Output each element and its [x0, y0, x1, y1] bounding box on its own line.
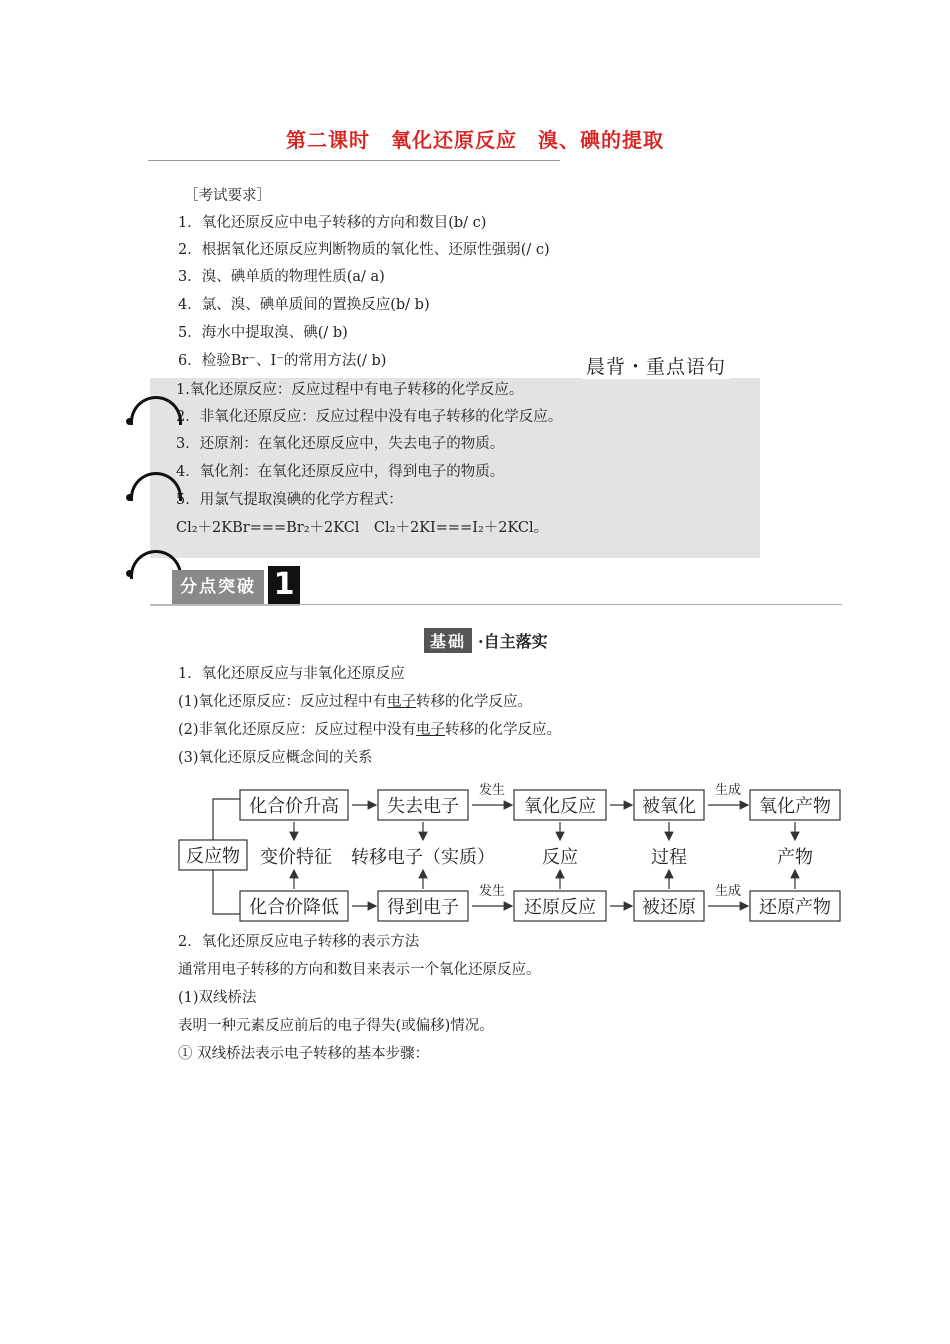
bottom-label: 得到电子 — [387, 897, 459, 918]
underlined-answer: 电子 — [416, 722, 446, 738]
body-paragraph: 通常用电子转移的方向和数目来表示一个氧化还原反应。 — [178, 962, 541, 978]
body-paragraph — [178, 720, 561, 740]
bottom-label: 被还原 — [642, 897, 696, 918]
concept-diagram — [170, 774, 850, 930]
connector-line — [213, 799, 240, 840]
body-paragraph: ① 双线桥法表示电子转移的基本步骤： — [178, 1046, 430, 1062]
bottom-label: 还原产物 — [759, 897, 831, 918]
key-point: 2．非氧化还原反应：反应过程中没有电子转移的化学反应。 — [176, 409, 563, 425]
requirement-item: 5．海水中提取溴、碘(/ b) — [178, 325, 348, 341]
requirement-item: 2．根据氧化还原反应判断物质的氧化性、还原性强弱(/ c) — [178, 242, 550, 258]
title-divider — [148, 160, 560, 161]
body-paragraph — [178, 692, 532, 712]
underlined-answer: 电子 — [387, 694, 417, 710]
banner-title: 晨背・重点语句 — [582, 352, 730, 379]
binder-ring-dot — [126, 570, 133, 577]
requirement-item: 3．溴、碘单质的物理性质(a/ a) — [178, 269, 385, 285]
body-heading: 2．氧化还原反应电子转移的表示方法 — [178, 934, 420, 950]
top-label: 氧化产物 — [759, 796, 831, 817]
key-point: 5．用氯气提取溴碘的化学方程式： — [176, 492, 403, 508]
body-paragraph: (1)双线桥法 — [178, 990, 257, 1006]
requirement-item: 1．氧化还原反应中电子转移的方向和数目(b/ c) — [178, 215, 487, 231]
text: (2)非氧化还原反应：反应过程中没有 — [178, 722, 417, 738]
key-point: 1.氧化还原反应：反应过程中有电子转移的化学反应。 — [176, 382, 524, 398]
arrow-label: 生成 — [714, 884, 742, 899]
subsection-title: ·自主落实 — [478, 632, 548, 651]
middle-label: 变价特征 — [260, 847, 332, 868]
middle-label: 产物 — [777, 847, 813, 868]
arrow-label: 发生 — [478, 783, 506, 798]
section-divider-shadow — [150, 604, 300, 606]
requirements-header: ［考试要求］ — [184, 188, 271, 204]
connector-line — [213, 870, 240, 914]
middle-label: 转移电子（实质） — [351, 847, 495, 868]
middle-label: 反应 — [542, 847, 578, 868]
bottom-label: 还原反应 — [524, 897, 596, 918]
reactant-label: 反应物 — [186, 846, 240, 867]
text: (1)氧化还原反应：反应过程中有 — [178, 694, 388, 710]
text: 转移的化学反应。 — [416, 694, 533, 710]
binder-ring-dot — [126, 418, 133, 425]
section-tag-number: 1 — [268, 566, 300, 604]
bottom-label: 化合价降低 — [249, 897, 339, 918]
text: 转移的化学反应。 — [445, 722, 562, 738]
body-heading: 1．氧化还原反应与非氧化还原反应 — [178, 666, 405, 682]
top-label: 被氧化 — [642, 796, 696, 817]
section-tag-label: 分点突破 — [172, 570, 264, 604]
page-title: 第二课时 氧化还原反应 溴、碘的提取 — [286, 128, 664, 152]
requirement-item: 4．氯、溴、碘单质间的置换反应(b/ b) — [178, 297, 430, 313]
arrow-label: 生成 — [714, 783, 742, 798]
top-label: 氧化反应 — [524, 796, 596, 817]
arrow-label: 发生 — [478, 884, 506, 899]
requirement-item: 6．检验Br⁻、I⁻的常用方法(/ b) — [178, 353, 387, 369]
key-point: 3．还原剂：在氧化还原反应中，失去电子的物质。 — [176, 436, 505, 452]
key-point: Cl₂＋2KBr===Br₂＋2KCl Cl₂＋2KI===I₂＋2KCl。 — [176, 520, 549, 536]
subsection-tag: 基础 — [424, 628, 472, 653]
binder-ring-dot — [126, 494, 133, 501]
middle-label: 过程 — [651, 847, 687, 868]
key-point: 4．氧化剂：在氧化还原反应中，得到电子的物质。 — [176, 464, 505, 480]
top-label: 化合价升高 — [249, 796, 339, 817]
body-paragraph: 表明一种元素反应前后的电子得失(或偏移)情况。 — [178, 1018, 494, 1034]
top-label: 失去电子 — [387, 796, 459, 817]
body-paragraph: (3)氧化还原反应概念间的关系 — [178, 750, 373, 766]
